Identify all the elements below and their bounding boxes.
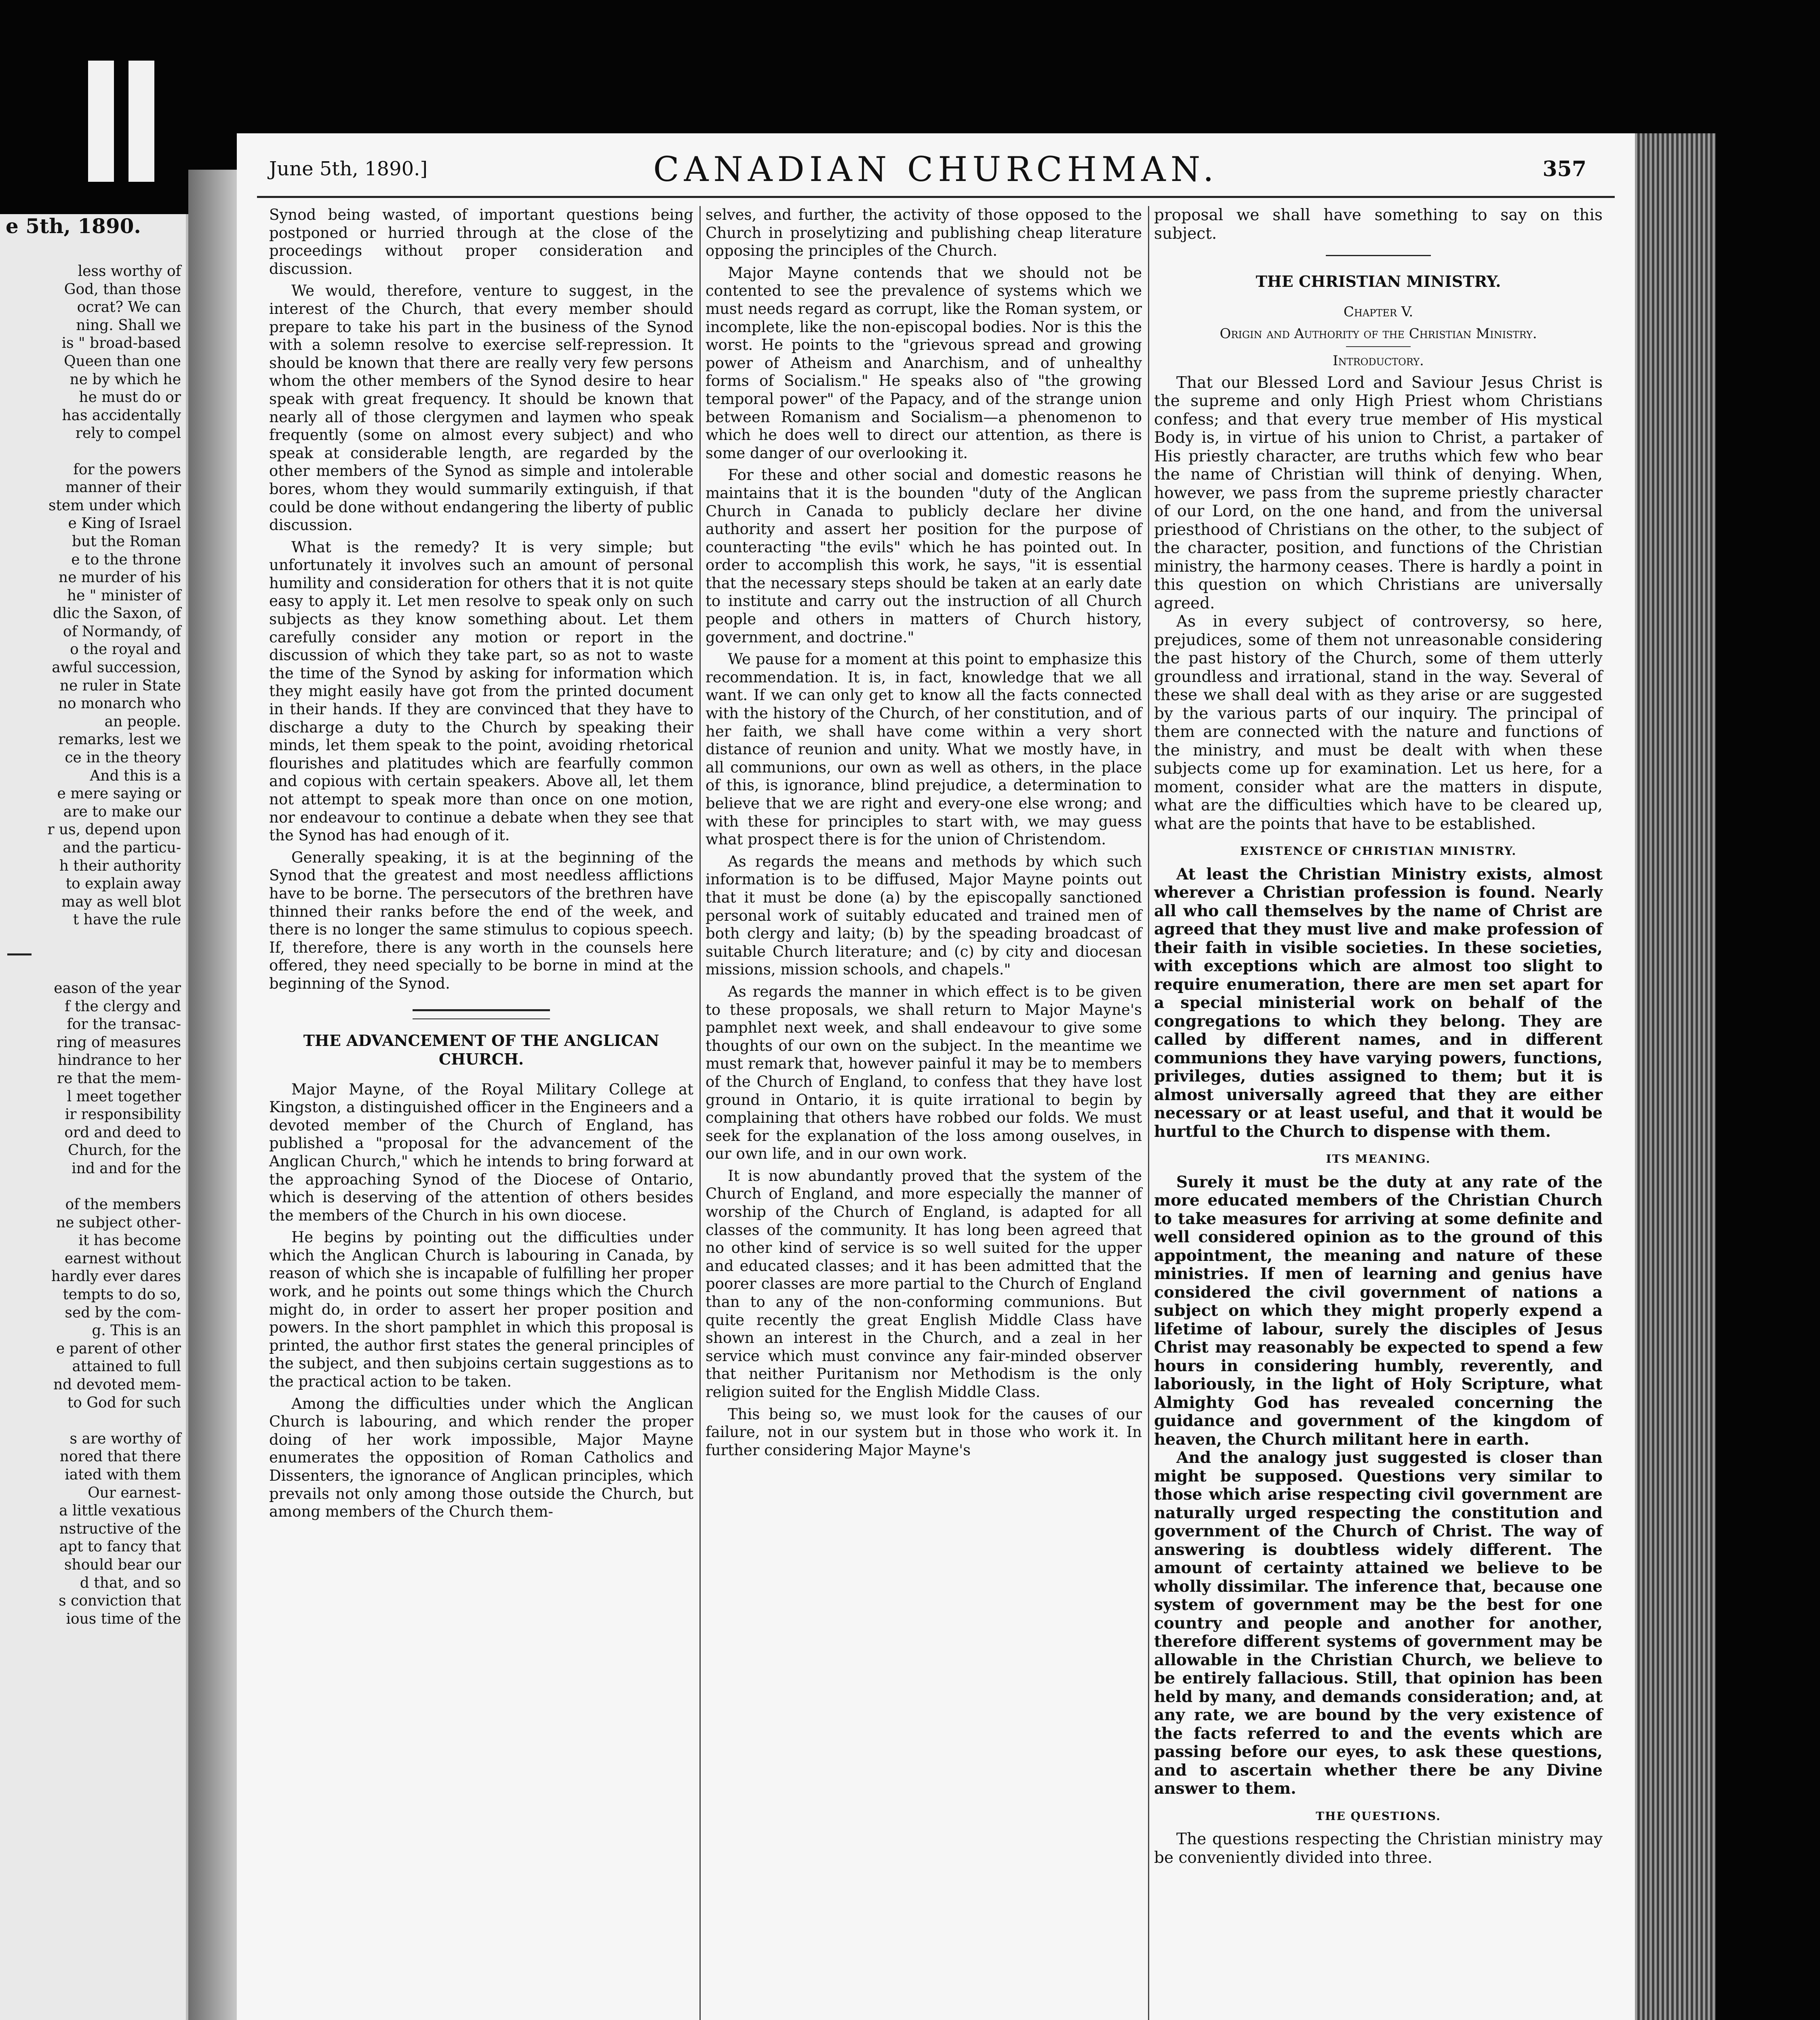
line-gap xyxy=(3,1178,181,1196)
text-line: and the particu- xyxy=(63,840,181,856)
text-line: but the Roman xyxy=(72,533,181,550)
text-line: dlic the Saxon, of xyxy=(53,605,181,622)
text-line: g. This is an xyxy=(92,1322,181,1339)
text-line: of the members xyxy=(65,1196,181,1213)
text-line: ind and for the xyxy=(72,1160,181,1177)
text-line: iated with them xyxy=(65,1467,181,1483)
text-line: ne ruler in State xyxy=(59,677,181,694)
article-heading: THE ADVANCEMENT OF THE ANGLICAN CHURCH. xyxy=(303,1031,659,1068)
text-line: e mere saying or xyxy=(57,785,181,802)
book-page-edges xyxy=(1635,133,1716,2020)
paragraph: He begins by pointing out the difficulties under which the Anglican Church is labouring in Canada, by reason of which she is incapable of fulfilling her proper work, and he points out some things which the Church might do, in order to assert her proper position and powers. In the short pamphlet in which this proposal is printed, the author first states the general principles of the subject, and then subjoins certain suggestions as to the practical action to be taken. xyxy=(269,1229,693,1391)
text-line: ious time of the xyxy=(66,1610,181,1627)
paragraph: The questions respecting the Christian ministry may be conveniently divided into three. xyxy=(1154,1830,1603,1867)
text-line: ce in the theory xyxy=(65,749,181,766)
text-line: should bear our xyxy=(64,1556,181,1573)
paragraph: For these and other social and domestic reasons he maintains that it is the bounden "duty of the Anglican Church in Canada to publicly declare her divine authority and assert her position for the purpose of counteracting "the evils" which he has pointed out. In order to accomplish this work, he says, "it is essential that the necessary steps should be taken at an early date to institute and carry out the instruction of all Church people and others in matters of Church history, government, and doctrine." xyxy=(706,466,1142,646)
paragraph: We would, therefore, venture to suggest, in the interest of the Church, that every member should prepare to take his part in the business of the Synod with a solemn resolve to exercise self-repression. It should be known that there are really very few persons whom the other members of the Synod desire to hear speak with great frequency. It should be known that nearly all of those clergymen and laymen who speak frequently (some on almost every subject) and who speak at considerable length, are regarded by the other members of the Synod as simple and intolerable bores, whom they would summarily extinguish, if that could be done without endangering the liberty of public discussion. xyxy=(269,282,693,534)
column-divider xyxy=(1148,206,1149,2020)
section-ornament-rule xyxy=(413,1009,550,1019)
text-line: earnest without xyxy=(64,1250,181,1267)
text-line: God, than those xyxy=(64,281,181,298)
text-line: d that, and so xyxy=(80,1574,181,1591)
previous-page-date: e 5th, 1890. xyxy=(6,214,141,238)
previous-page-text xyxy=(3,263,181,1628)
text-line: for the powers xyxy=(73,461,181,478)
text-line: o the royal and xyxy=(70,641,181,658)
paragraph: Major Mayne contends that we should not be contented to see the prevalence of systems which we must needs regard as corrupt, like the Roman system, or incomplete, like the non-episcopal bodies. Nor is this the worst. He points to the "grievous spread and growing power of Atheism and Anarchism, and of unhealthy forms of Socialism." He speaks also of "the growing temporal power" of the Papacy, and of the strange union between Romanism and Socialism—a phenomenon to which he does well to direct our attention, as there is some danger of our overlooking it. xyxy=(706,264,1142,462)
paragraph: It is now abundantly proved that the system of the Church of England, and more especially the manner of worship of the Church of England, is adapted for all classes of the community. It has long been agreed that no other kind of service is so well suited for the upper and educated classes; and it has been admitted that the poorer classes are more partial to the Church of England than to any of the non-conforming communions. But quite recently the great English Middle Class have shown an interest in the Church, and a zeal in her service which must convince any fair-minded observer that neither Puritanism nor Methodism is the only religion suited for the English Middle Class. xyxy=(706,1167,1142,1401)
column-2 xyxy=(706,206,1142,1463)
text-line: attained to full xyxy=(72,1358,181,1375)
text-line: ord and deed to xyxy=(64,1124,181,1141)
text-line: h their authority xyxy=(59,857,181,874)
paragraph: We pause for a moment at this point to emphasize this recommendation. It is, in fact, knowledge that we all want. If we can only get to know all the facts connected with the history of the Church, of her constitution, and of her faith, we shall have come within a very short distance of reunion and unity. What we mostly have, in all communions, our own as well as others, in the place of this, is ignorance, blind prejudice, a determination to believe that we are right and every-one else wrong; and with these for principles to start with, we may guess what prospect there is for the union of Christendom. xyxy=(706,650,1142,848)
text-line: apt to fancy that xyxy=(59,1538,181,1555)
text-line: ne by which he xyxy=(70,371,181,388)
text-line: rely to compel xyxy=(75,425,181,442)
text-line: are to make our xyxy=(63,803,181,820)
chapter-subtitle: Origin and Authority of the Christian Ministry. xyxy=(1220,325,1537,342)
text-line: ir responsibility xyxy=(65,1106,181,1123)
text-line: ne subject other- xyxy=(56,1214,181,1231)
previous-page-fragment xyxy=(0,214,188,2020)
text-line: tempts to do so, xyxy=(63,1286,181,1303)
paragraph: As in every subject of controversy, so here, prejudices, some of them not unreasonable considering the past history of the Church, some of them utterly groundless and irrational, stand in the way. Several of these we shall deal with as they arise or are suggested by the various parts of our inquiry. The principal of them are connected with the nature and functions of the ministry, and must be dealt with when these subjects come up for examination. Let us here, for a moment, consider what are the matters in dispute, what are the difficulties which have to be cleared up, what are the points that have to be established. xyxy=(1154,612,1603,833)
paragraph: selves, and further, the activity of those opposed to the Church in proselytizing and publishing cheap literature opposing the principles of the Church. xyxy=(706,206,1142,260)
text-line: may as well blot xyxy=(61,893,181,910)
section-rule xyxy=(1326,255,1431,256)
text-line: And this is a xyxy=(90,767,181,784)
text-line: ning. Shall we xyxy=(76,317,181,334)
paragraph: Generally speaking, it is at the beginning of the Synod that the greatest and most needless afflictions have to be borne. The persecutors of the brethren have thinned their ranks before the end of the week, and there is no longer the same stimulus to copious speech. If, therefore, there is any worth in the counsels here offered, they need specially to be borne in mind at the beginning of the Synod. xyxy=(269,848,693,992)
section-dash xyxy=(7,953,32,955)
page-number: 357 xyxy=(1542,157,1586,181)
text-line: is " broad-based xyxy=(61,335,181,352)
paragraph: As regards the means and methods by which such information is to be diffused, Major Mayne points out that it must be done (a) by the episcopally sanctioned personal work of suitably educated and trained men of both clergy and laity; (b) by the speading broadcast of suitable Church literature; and (c) by city and diocesan missions, mission schools, and chapels." xyxy=(706,852,1142,978)
book-gutter xyxy=(188,170,237,2020)
text-line: e King of Israel xyxy=(68,515,181,532)
introductory-heading: Introductory. xyxy=(1333,353,1424,369)
paragraph: Major Mayne, of the Royal Military College at Kingston, a distinguished officer in the Engineers and a devoted member of the Church of England, has published a "proposal for the advancement of the Anglican Church," which he intends to bring forward at the approaching Synod of the Diocese of Ontario, which is deserving of the attention of others besides the members of the Church in his own diocese. xyxy=(269,1080,693,1224)
text-line: nstructive of the xyxy=(59,1520,181,1537)
text-line: nd devoted mem- xyxy=(53,1376,181,1393)
text-line: e parent of other xyxy=(56,1340,181,1357)
text-line: eason of the year xyxy=(54,980,181,997)
subsection-heading: ITS MEANING. xyxy=(1326,1152,1431,1166)
text-line: l meet together xyxy=(67,1088,181,1105)
paragraph: Synod being wasted, of important questions being postponed or hurried through at the close of the proceedings without proper consideration and discussion. xyxy=(269,206,693,278)
text-line: s are worthy of xyxy=(70,1430,181,1447)
text-line: he " minister of xyxy=(67,587,181,604)
subsection-heading: EXISTENCE OF CHRISTIAN MINISTRY. xyxy=(1240,844,1517,858)
subsection-heading: THE QUESTIONS. xyxy=(1316,1809,1441,1823)
text-line: a little vexatious xyxy=(59,1502,181,1519)
text-line: ring of measures xyxy=(56,1034,181,1051)
text-line: stem under which xyxy=(48,497,181,514)
text-line: r us, depend upon xyxy=(47,821,181,838)
text-line: ocrat? We can xyxy=(77,299,181,316)
text-line: hardly ever dares xyxy=(51,1268,181,1285)
text-line: less worthy of xyxy=(78,263,181,280)
text-line: it has become xyxy=(78,1232,181,1249)
paragraph: That our Blessed Lord and Saviour Jesus Christ is the supreme and only High Priest whom Christians confess; and that every true member of His mystical Body is, in virtue of his union to Christ, a partaker of His priestly character, are truths which few who bear the name of Christian will think of denying. When, however, we pass from the supreme priestly character of our Lord, on the one hand, and from the universal priesthood of Christians on the other, to the subject of the character, position, and functions of the Christian ministry, the harmony ceases. There is hardly a point in this question on which Christians are universally agreed. xyxy=(1154,373,1603,612)
text-line: nored that there xyxy=(59,1448,181,1465)
paragraph: What is the remedy? It is very simple; but unfortunately it involves such an amount of personal humility and consideration for others that it is not quite easy to apply it. Let men resolve to speak only on such subjects as they know something about. Let them carefully consider any motion or report in the discussion of which they take part, so as not to waste the time of the Synod by asking for information which they might easily have got from the printed document in their hands. If they are convinced that they have to discharge a duty to the Church by speaking their minds, let them speak to the point, avoiding rhetorical flourishes and platitudes which are fearfully common and copious with certain speakers. Above all, let them not attempt to speak more than once on one motion, nor endeavour to continue a debate when they see that the Synod has had enough of it. xyxy=(269,538,693,844)
line-gap xyxy=(3,1412,181,1430)
chapter-label: Chapter V. xyxy=(1343,304,1413,320)
paragraph: At least the Christian Ministry exists, almost wherever a Christian profession is found. Nearly all who call themselves by the name of Christ are agreed that they must live and make profession of their faith in visible societies. In these societies, with exceptions which are almost too slight to require enumeration, there are men set apart for a special ministerial work on behalf of the congregations to which they belong. They are called by different names, and in different communions they have varying powers, functions, privileges, duties assigned to them; but it is almost universally agreed that they are either necessary or at least useful, and that it would be hurtful to the Church to dispense with them. xyxy=(1154,865,1603,1141)
text-line: has accidentally xyxy=(62,407,181,424)
text-line: Our earnest- xyxy=(88,1484,181,1501)
paragraph: Surely it must be the duty at any rate of the more educated members of the Christian Church to take measures for arriving at some definite and well considered opinion as to the ground of this appointment, the meaning and nature of these ministries. If men of learning and genius have considered the civil government of nations a subject on which they might properly expend a lifetime of labour, surely the disciples of Jesus Christ may reasonably be expected to spend a few hours in considering humbly, reverently, and laboriously, in the light of Holy Scripture, what Almighty God has revealed concerning the guidance and government of the kingdom of heaven, the Church militant here in earth. xyxy=(1154,1172,1603,1449)
column-1 xyxy=(269,206,693,1525)
paragraph: And the analogy just suggested is closer than might be supposed. Questions very similar to those which arise respecting civil government are naturally urged respecting the constitution and government of the Church of Christ. The way of answering is doubtless widely different. The amount of certainty attained we believe to be wholly dissimilar. The inference that, because one system of government may be the best for one country and people and another for another, therefore different systems of government may be allowable in the Christian Church, we believe to be entirely fallacious. Still, that opinion has been held by many, and demands consideration; and, at any rate, we are bound by the very existence of the facts referred to and the events which are passing before our eyes, to ask these questions, and to ascertain whether there be any Divine answer to them. xyxy=(1154,1448,1603,1798)
text-line: ne murder of his xyxy=(58,569,181,586)
section-heading: THE CHRISTIAN MINISTRY. xyxy=(1255,272,1501,290)
column-divider xyxy=(699,206,701,2020)
line-gap xyxy=(3,443,181,461)
text-line: he must do or xyxy=(79,389,181,406)
text-line: remarks, lest we xyxy=(58,731,181,748)
header-date: June 5th, 1890.] xyxy=(269,158,428,180)
text-line: sed by the com- xyxy=(65,1304,181,1321)
text-line: of Normandy, of xyxy=(63,623,181,640)
text-line: e to the throne xyxy=(71,551,181,568)
paragraph: proposal we shall have something to say on this subject. xyxy=(1154,206,1603,243)
subtitle-rule xyxy=(1346,346,1411,347)
text-line: awful succession, xyxy=(52,659,181,676)
paragraph: This being so, we must look for the causes of our failure, not in our system but in those who work it. In further considering Major Mayne's xyxy=(706,1405,1142,1459)
text-line: to explain away xyxy=(65,875,181,892)
text-line: re that the mem- xyxy=(57,1070,181,1087)
text-line: t have the rule xyxy=(73,911,181,928)
paragraph: Among the difficulties under which the Anglican Church is labouring, and which render the proper doing of her work impossible, Major Mayne enumerates the opposition of Roman Catholics and Dissenters, the ignorance of Anglican principles, which prevails not only among those outside the Church, but among members of the Church them- xyxy=(269,1395,693,1521)
text-line: for the transac- xyxy=(67,1016,181,1033)
film-mark xyxy=(88,61,114,182)
text-line: s conviction that xyxy=(59,1593,181,1610)
text-line: hindrance to her xyxy=(58,1052,181,1069)
column-3 xyxy=(1154,206,1603,1867)
text-line: no monarch who xyxy=(58,695,181,712)
text-line: f the clergy and xyxy=(65,998,181,1015)
text-line: an people. xyxy=(104,713,181,730)
newspaper-page xyxy=(237,133,1635,2020)
text-line: Church, for the xyxy=(68,1142,181,1159)
text-line: manner of their xyxy=(65,479,181,496)
page-header xyxy=(237,133,1635,198)
masthead-title: CANADIAN CHURCHMAN. xyxy=(653,149,1219,189)
text-line: to God for such xyxy=(67,1394,181,1411)
text-line: Queen than one xyxy=(64,353,181,370)
paragraph: As regards the manner in which effect is to be given to these proposals, we shall return to Major Mayne's pamphlet next week, and shall endeavour to give some thoughts of our own on the subject. In the meantime we must remark that, however painful it may be to members of the Church of England, to confess that they have lost ground in Ontario, it is quite irrational to begin by complaining that others have robbed our folds. We must seek for the explanation of the loss among ouselves, in our own life, and in our own work. xyxy=(706,983,1142,1163)
film-mark xyxy=(128,61,154,182)
header-rule xyxy=(257,196,1615,198)
